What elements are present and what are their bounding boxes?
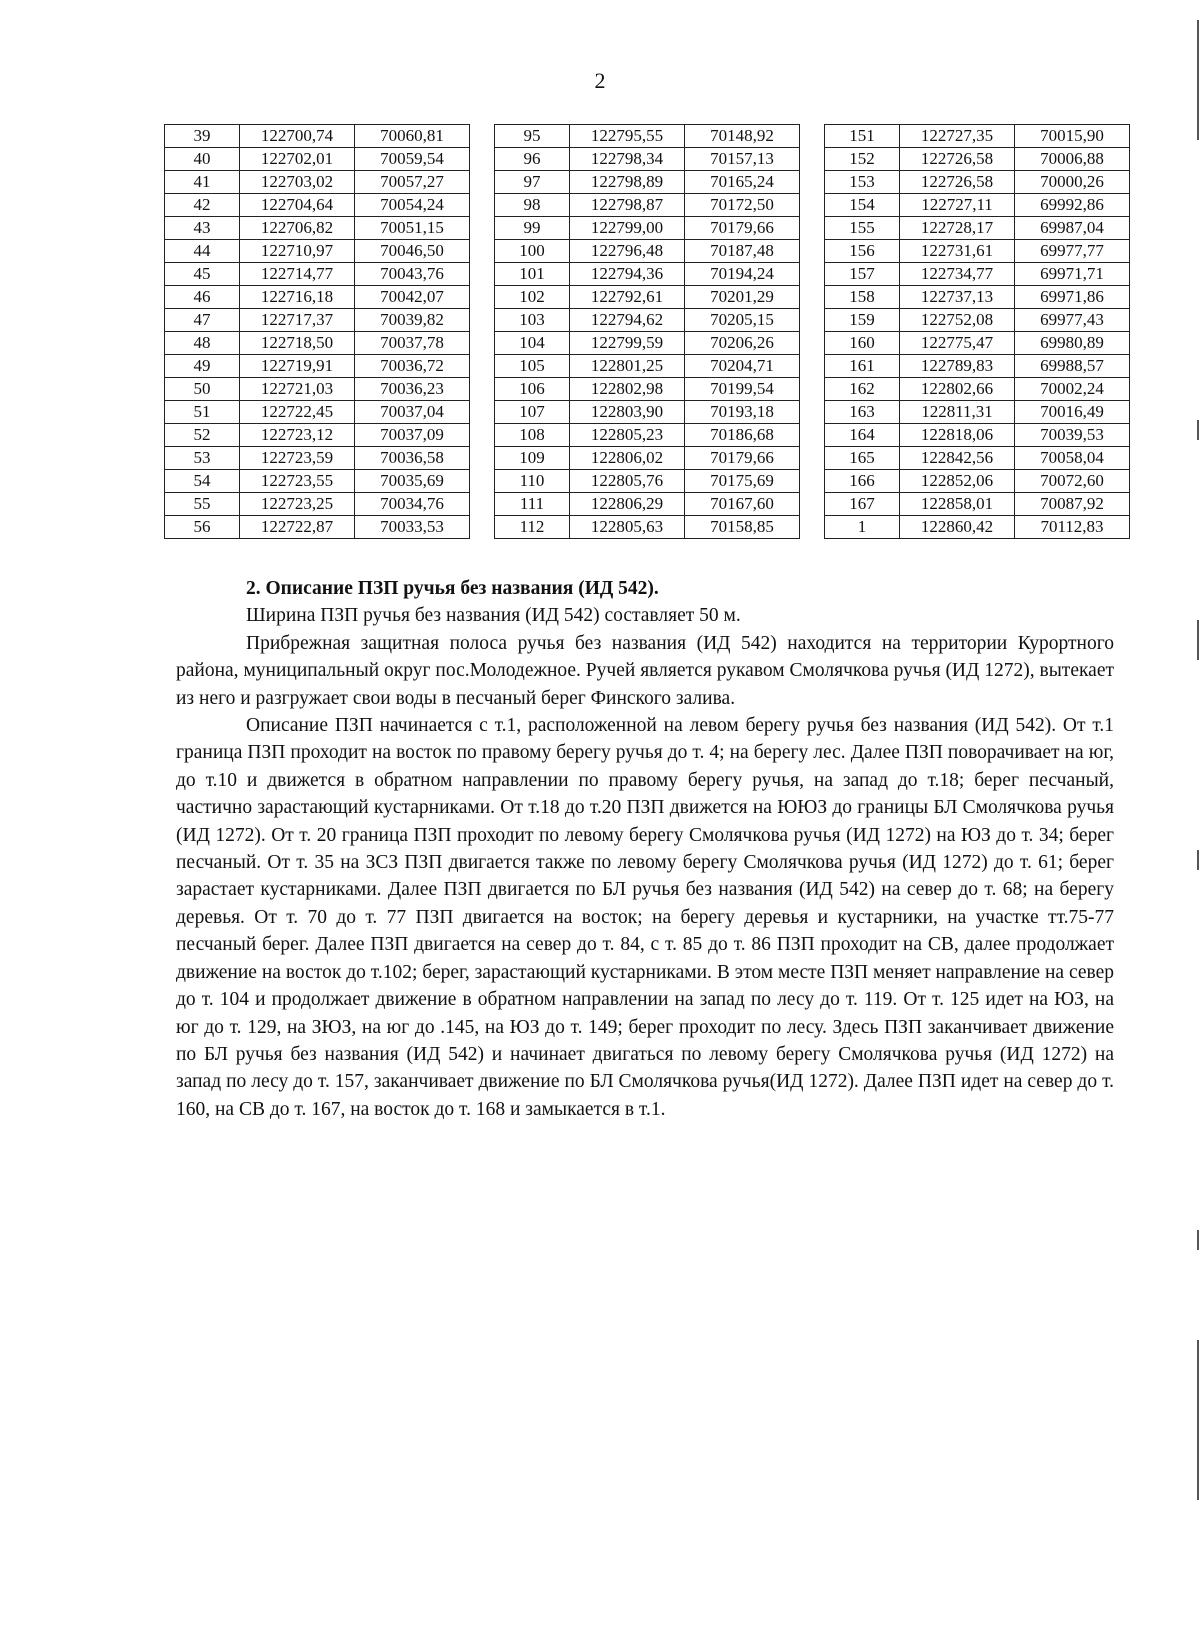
y-coordinate-cell: 70186,68 — [685, 424, 800, 447]
point-number-cell: 166 — [825, 470, 900, 493]
x-coordinate-cell: 122706,82 — [240, 217, 355, 240]
page-number: 2 — [594, 68, 606, 93]
x-coordinate-cell: 122717,37 — [240, 309, 355, 332]
y-coordinate-cell: 70179,66 — [685, 217, 800, 240]
x-coordinate-cell: 122731,61 — [900, 240, 1015, 263]
y-coordinate-cell: 70058,04 — [1015, 447, 1130, 470]
y-coordinate-cell: 70015,90 — [1015, 125, 1130, 148]
section-text — [176, 575, 1114, 1123]
table-row — [495, 263, 800, 286]
table-row — [495, 401, 800, 424]
coordinate-tables — [164, 124, 1134, 548]
x-coordinate-cell: 122726,58 — [900, 171, 1015, 194]
table-row — [165, 424, 470, 447]
y-coordinate-cell: 70034,76 — [355, 493, 470, 516]
point-number-cell: 42 — [165, 194, 240, 217]
y-coordinate-cell: 69977,43 — [1015, 309, 1130, 332]
table-row — [165, 148, 470, 171]
x-coordinate-cell: 122723,59 — [240, 447, 355, 470]
x-coordinate-cell: 122727,35 — [900, 125, 1015, 148]
y-coordinate-cell: 70057,27 — [355, 171, 470, 194]
y-coordinate-cell: 69992,86 — [1015, 194, 1130, 217]
x-coordinate-cell: 122794,62 — [570, 309, 685, 332]
x-coordinate-cell: 122842,56 — [900, 447, 1015, 470]
x-coordinate-cell: 122726,58 — [900, 148, 1015, 171]
x-coordinate-cell: 122752,08 — [900, 309, 1015, 332]
table-row — [165, 171, 470, 194]
table-row — [495, 447, 800, 470]
point-number-cell: 49 — [165, 355, 240, 378]
x-coordinate-cell: 122811,31 — [900, 401, 1015, 424]
table-row — [495, 378, 800, 401]
paragraph-description: Описание ПЗП начинается с т.1, расположенной на левом берегу ручья без названия (ИД 542). От т.1 граница ПЗП проходит на восток по правому берегу ручья до т. 4; на берегу лес. Далее ПЗП поворачивает на юг, до т.10 и движется в обратном направлении по правому берегу ручья, на запад до т.18; берег песчаный, частично зарастающий кустарниками. От т.18 до т.20 ПЗП движется на ЮЮЗ до границы БЛ Смолячкова ручья (ИД 1272). От т. 20 граница ПЗП проходит по левому берегу Смолячкова ручья (ИД 1272) на ЮЗ до т. 34; берег песчаный. От т. 35 на ЗСЗ ПЗП двигается также по левому берегу Смолячкова ручья (ИД 1272) до т. 61; берег зарастает кустарниками. Далее ПЗП двигается по БЛ ручья без названия (ИД 542) на север до т. 68; на берегу деревья. От т. 70 до т. 77 ПЗП двигается на восток; на берегу деревья и кустарники, на участке тт.75-77 песчаный берег. Далее ПЗП двигается на север до т. 84, с т. 85 до т. 86 ПЗП проходит на СВ, далее продолжает движение на восток до т.102; берег, зарастающий кустарниками. В этом месте ПЗП меняет направление на север до т. 104 и продолжает движение в обратном направлении на запад по лесу до т. 119. От т. 125 идет на ЮЗ, на юг до т. 129, на ЗЮЗ, на юг до .145, на ЮЗ до т. 149; берег проходит по лесу. Здесь ПЗП заканчивает движение по БЛ ручья без названия (ИД 542) и начинает двигаться по левому берегу Смолячкова ручья (ИД 1272) на запад по лесу до т. 157, заканчивает движение по БЛ Смолячкова ручья(ИД 1272). Далее ПЗП идет на север до т. 160, на СВ до т. 167, на восток до т. 168 и замыкается в т.1. — [176, 715, 1114, 1120]
x-coordinate-cell: 122799,59 — [570, 332, 685, 355]
point-number-cell: 104 — [495, 332, 570, 355]
table-row — [165, 332, 470, 355]
y-coordinate-cell: 70175,69 — [685, 470, 800, 493]
table-row — [165, 378, 470, 401]
table-row — [165, 401, 470, 424]
section-heading: 2. Описание ПЗП ручья без названия (ИД 542). — [246, 578, 659, 599]
table-row — [825, 493, 1130, 516]
point-number-cell: 44 — [165, 240, 240, 263]
table-row — [825, 332, 1130, 355]
table-row — [825, 470, 1130, 493]
coordinate-table-3 — [824, 124, 1130, 539]
y-coordinate-cell: 70060,81 — [355, 125, 470, 148]
x-coordinate-cell: 122775,47 — [900, 332, 1015, 355]
x-coordinate-cell: 122716,18 — [240, 286, 355, 309]
coordinate-table-2 — [494, 124, 800, 539]
y-coordinate-cell: 70046,50 — [355, 240, 470, 263]
x-coordinate-cell: 122704,64 — [240, 194, 355, 217]
point-number-cell: 109 — [495, 447, 570, 470]
point-number-cell: 110 — [495, 470, 570, 493]
point-number-cell: 151 — [825, 125, 900, 148]
point-number-cell: 100 — [495, 240, 570, 263]
y-coordinate-cell: 70087,92 — [1015, 493, 1130, 516]
point-number-cell: 43 — [165, 217, 240, 240]
point-number-cell: 46 — [165, 286, 240, 309]
paragraph-location: Прибрежная защитная полоса ручья без названия (ИД 542) находится на территории Курортного района, муниципальный округ пос.Молодежное. Ручей является рукавом Смолячкова ручья (ИД 1272), вытекает из него и разгружает свои воды в песчаный берег Финского залива. — [176, 632, 1114, 709]
table-row — [495, 125, 800, 148]
point-number-cell: 107 — [495, 401, 570, 424]
x-coordinate-cell: 122789,83 — [900, 355, 1015, 378]
point-number-cell: 51 — [165, 401, 240, 424]
x-coordinate-cell: 122803,90 — [570, 401, 685, 424]
coordinate-table-1 — [164, 124, 470, 539]
table-row — [495, 355, 800, 378]
table-row — [825, 217, 1130, 240]
point-number-cell: 101 — [495, 263, 570, 286]
y-coordinate-cell: 70002,24 — [1015, 378, 1130, 401]
point-number-cell: 111 — [495, 493, 570, 516]
table-row — [495, 516, 800, 539]
x-coordinate-cell: 122728,17 — [900, 217, 1015, 240]
point-number-cell: 165 — [825, 447, 900, 470]
point-number-cell: 112 — [495, 516, 570, 539]
table-row — [495, 240, 800, 263]
table-row — [495, 424, 800, 447]
point-number-cell: 154 — [825, 194, 900, 217]
y-coordinate-cell: 70035,69 — [355, 470, 470, 493]
table-row — [165, 240, 470, 263]
y-coordinate-cell: 70016,49 — [1015, 401, 1130, 424]
x-coordinate-cell: 122727,11 — [900, 194, 1015, 217]
point-number-cell: 105 — [495, 355, 570, 378]
y-coordinate-cell: 70037,04 — [355, 401, 470, 424]
y-coordinate-cell: 69987,04 — [1015, 217, 1130, 240]
table-row — [825, 240, 1130, 263]
table-row — [825, 378, 1130, 401]
point-number-cell: 99 — [495, 217, 570, 240]
x-coordinate-cell: 122723,25 — [240, 493, 355, 516]
y-coordinate-cell: 70059,54 — [355, 148, 470, 171]
point-number-cell: 108 — [495, 424, 570, 447]
table-row — [825, 309, 1130, 332]
y-coordinate-cell: 70006,88 — [1015, 148, 1130, 171]
x-coordinate-cell: 122806,29 — [570, 493, 685, 516]
point-number-cell: 155 — [825, 217, 900, 240]
point-number-cell: 41 — [165, 171, 240, 194]
table-row — [165, 217, 470, 240]
point-number-cell: 157 — [825, 263, 900, 286]
table-row — [825, 424, 1130, 447]
y-coordinate-cell: 70042,07 — [355, 286, 470, 309]
x-coordinate-cell: 122723,55 — [240, 470, 355, 493]
y-coordinate-cell: 70194,24 — [685, 263, 800, 286]
x-coordinate-cell: 122718,50 — [240, 332, 355, 355]
y-coordinate-cell: 70112,83 — [1015, 516, 1130, 539]
point-number-cell: 164 — [825, 424, 900, 447]
point-number-cell: 95 — [495, 125, 570, 148]
table-row — [165, 493, 470, 516]
y-coordinate-cell: 70206,26 — [685, 332, 800, 355]
table-row — [165, 470, 470, 493]
x-coordinate-cell: 122805,23 — [570, 424, 685, 447]
point-number-cell: 53 — [165, 447, 240, 470]
x-coordinate-cell: 122802,66 — [900, 378, 1015, 401]
point-number-cell: 162 — [825, 378, 900, 401]
table-row — [165, 355, 470, 378]
point-number-cell: 54 — [165, 470, 240, 493]
table-row — [495, 309, 800, 332]
x-coordinate-cell: 122721,03 — [240, 378, 355, 401]
y-coordinate-cell: 70037,09 — [355, 424, 470, 447]
y-coordinate-cell: 70037,78 — [355, 332, 470, 355]
y-coordinate-cell: 70051,15 — [355, 217, 470, 240]
x-coordinate-cell: 122798,34 — [570, 148, 685, 171]
table-row — [165, 447, 470, 470]
x-coordinate-cell: 122703,02 — [240, 171, 355, 194]
table-row — [825, 263, 1130, 286]
y-coordinate-cell: 70039,53 — [1015, 424, 1130, 447]
point-number-cell: 47 — [165, 309, 240, 332]
point-number-cell: 106 — [495, 378, 570, 401]
table-row — [825, 148, 1130, 171]
point-number-cell: 152 — [825, 148, 900, 171]
table-row — [495, 194, 800, 217]
y-coordinate-cell: 70039,82 — [355, 309, 470, 332]
y-coordinate-cell: 70158,85 — [685, 516, 800, 539]
x-coordinate-cell: 122802,98 — [570, 378, 685, 401]
table-row — [495, 171, 800, 194]
y-coordinate-cell: 70179,66 — [685, 447, 800, 470]
table-row — [825, 125, 1130, 148]
table-row — [495, 332, 800, 355]
y-coordinate-cell: 69971,71 — [1015, 263, 1130, 286]
table-row — [825, 171, 1130, 194]
point-number-cell: 39 — [165, 125, 240, 148]
x-coordinate-cell: 122734,77 — [900, 263, 1015, 286]
point-number-cell: 50 — [165, 378, 240, 401]
point-number-cell: 158 — [825, 286, 900, 309]
point-number-cell: 163 — [825, 401, 900, 424]
y-coordinate-cell: 69980,89 — [1015, 332, 1130, 355]
point-number-cell: 40 — [165, 148, 240, 171]
y-coordinate-cell: 70033,53 — [355, 516, 470, 539]
y-coordinate-cell: 70193,18 — [685, 401, 800, 424]
table-row — [165, 194, 470, 217]
y-coordinate-cell: 70054,24 — [355, 194, 470, 217]
point-number-cell: 56 — [165, 516, 240, 539]
x-coordinate-cell: 122801,25 — [570, 355, 685, 378]
y-coordinate-cell: 70199,54 — [685, 378, 800, 401]
table-row — [495, 148, 800, 171]
point-number-cell: 1 — [825, 516, 900, 539]
y-coordinate-cell: 70157,13 — [685, 148, 800, 171]
scan-edge — [1196, 0, 1200, 1647]
x-coordinate-cell: 122719,91 — [240, 355, 355, 378]
table-row — [495, 286, 800, 309]
x-coordinate-cell: 122722,45 — [240, 401, 355, 424]
x-coordinate-cell: 122798,87 — [570, 194, 685, 217]
x-coordinate-cell: 122723,12 — [240, 424, 355, 447]
table-row — [825, 447, 1130, 470]
table-row — [825, 516, 1130, 539]
x-coordinate-cell: 122702,01 — [240, 148, 355, 171]
table-row — [495, 217, 800, 240]
point-number-cell: 153 — [825, 171, 900, 194]
x-coordinate-cell: 122796,48 — [570, 240, 685, 263]
point-number-cell: 167 — [825, 493, 900, 516]
y-coordinate-cell: 70167,60 — [685, 493, 800, 516]
paragraph-width: Ширина ПЗП ручья без названия (ИД 542) составляет 50 м. — [246, 605, 741, 627]
y-coordinate-cell: 70148,92 — [685, 125, 800, 148]
table-row — [165, 309, 470, 332]
y-coordinate-cell: 70036,23 — [355, 378, 470, 401]
y-coordinate-cell: 69977,77 — [1015, 240, 1130, 263]
y-coordinate-cell: 70201,29 — [685, 286, 800, 309]
x-coordinate-cell: 122700,74 — [240, 125, 355, 148]
table-row — [825, 194, 1130, 217]
x-coordinate-cell: 122818,06 — [900, 424, 1015, 447]
y-coordinate-cell: 70043,76 — [355, 263, 470, 286]
point-number-cell: 48 — [165, 332, 240, 355]
y-coordinate-cell: 69971,86 — [1015, 286, 1130, 309]
x-coordinate-cell: 122794,36 — [570, 263, 685, 286]
point-number-cell: 45 — [165, 263, 240, 286]
table-row — [165, 263, 470, 286]
y-coordinate-cell: 70172,50 — [685, 194, 800, 217]
x-coordinate-cell: 122710,97 — [240, 240, 355, 263]
point-number-cell: 52 — [165, 424, 240, 447]
y-coordinate-cell: 70000,26 — [1015, 171, 1130, 194]
table-row — [825, 401, 1130, 424]
y-coordinate-cell: 70036,72 — [355, 355, 470, 378]
x-coordinate-cell: 122805,76 — [570, 470, 685, 493]
point-number-cell: 103 — [495, 309, 570, 332]
y-coordinate-cell: 69988,57 — [1015, 355, 1130, 378]
x-coordinate-cell: 122795,55 — [570, 125, 685, 148]
x-coordinate-cell: 122852,06 — [900, 470, 1015, 493]
x-coordinate-cell: 122714,77 — [240, 263, 355, 286]
table-row — [495, 493, 800, 516]
table-row — [165, 286, 470, 309]
point-number-cell: 96 — [495, 148, 570, 171]
y-coordinate-cell: 70165,24 — [685, 171, 800, 194]
x-coordinate-cell: 122798,89 — [570, 171, 685, 194]
point-number-cell: 102 — [495, 286, 570, 309]
y-coordinate-cell: 70205,15 — [685, 309, 800, 332]
y-coordinate-cell: 70187,48 — [685, 240, 800, 263]
x-coordinate-cell: 122805,63 — [570, 516, 685, 539]
y-coordinate-cell: 70204,71 — [685, 355, 800, 378]
table-row — [495, 470, 800, 493]
point-number-cell: 97 — [495, 171, 570, 194]
x-coordinate-cell: 122722,87 — [240, 516, 355, 539]
point-number-cell: 160 — [825, 332, 900, 355]
table-row — [825, 286, 1130, 309]
table-row — [165, 516, 470, 539]
point-number-cell: 156 — [825, 240, 900, 263]
table-row — [825, 355, 1130, 378]
point-number-cell: 55 — [165, 493, 240, 516]
x-coordinate-cell: 122799,00 — [570, 217, 685, 240]
y-coordinate-cell: 70072,60 — [1015, 470, 1130, 493]
table-row — [165, 125, 470, 148]
x-coordinate-cell: 122806,02 — [570, 447, 685, 470]
x-coordinate-cell: 122792,61 — [570, 286, 685, 309]
x-coordinate-cell: 122737,13 — [900, 286, 1015, 309]
x-coordinate-cell: 122860,42 — [900, 516, 1015, 539]
point-number-cell: 161 — [825, 355, 900, 378]
x-coordinate-cell: 122858,01 — [900, 493, 1015, 516]
y-coordinate-cell: 70036,58 — [355, 447, 470, 470]
point-number-cell: 159 — [825, 309, 900, 332]
point-number-cell: 98 — [495, 194, 570, 217]
